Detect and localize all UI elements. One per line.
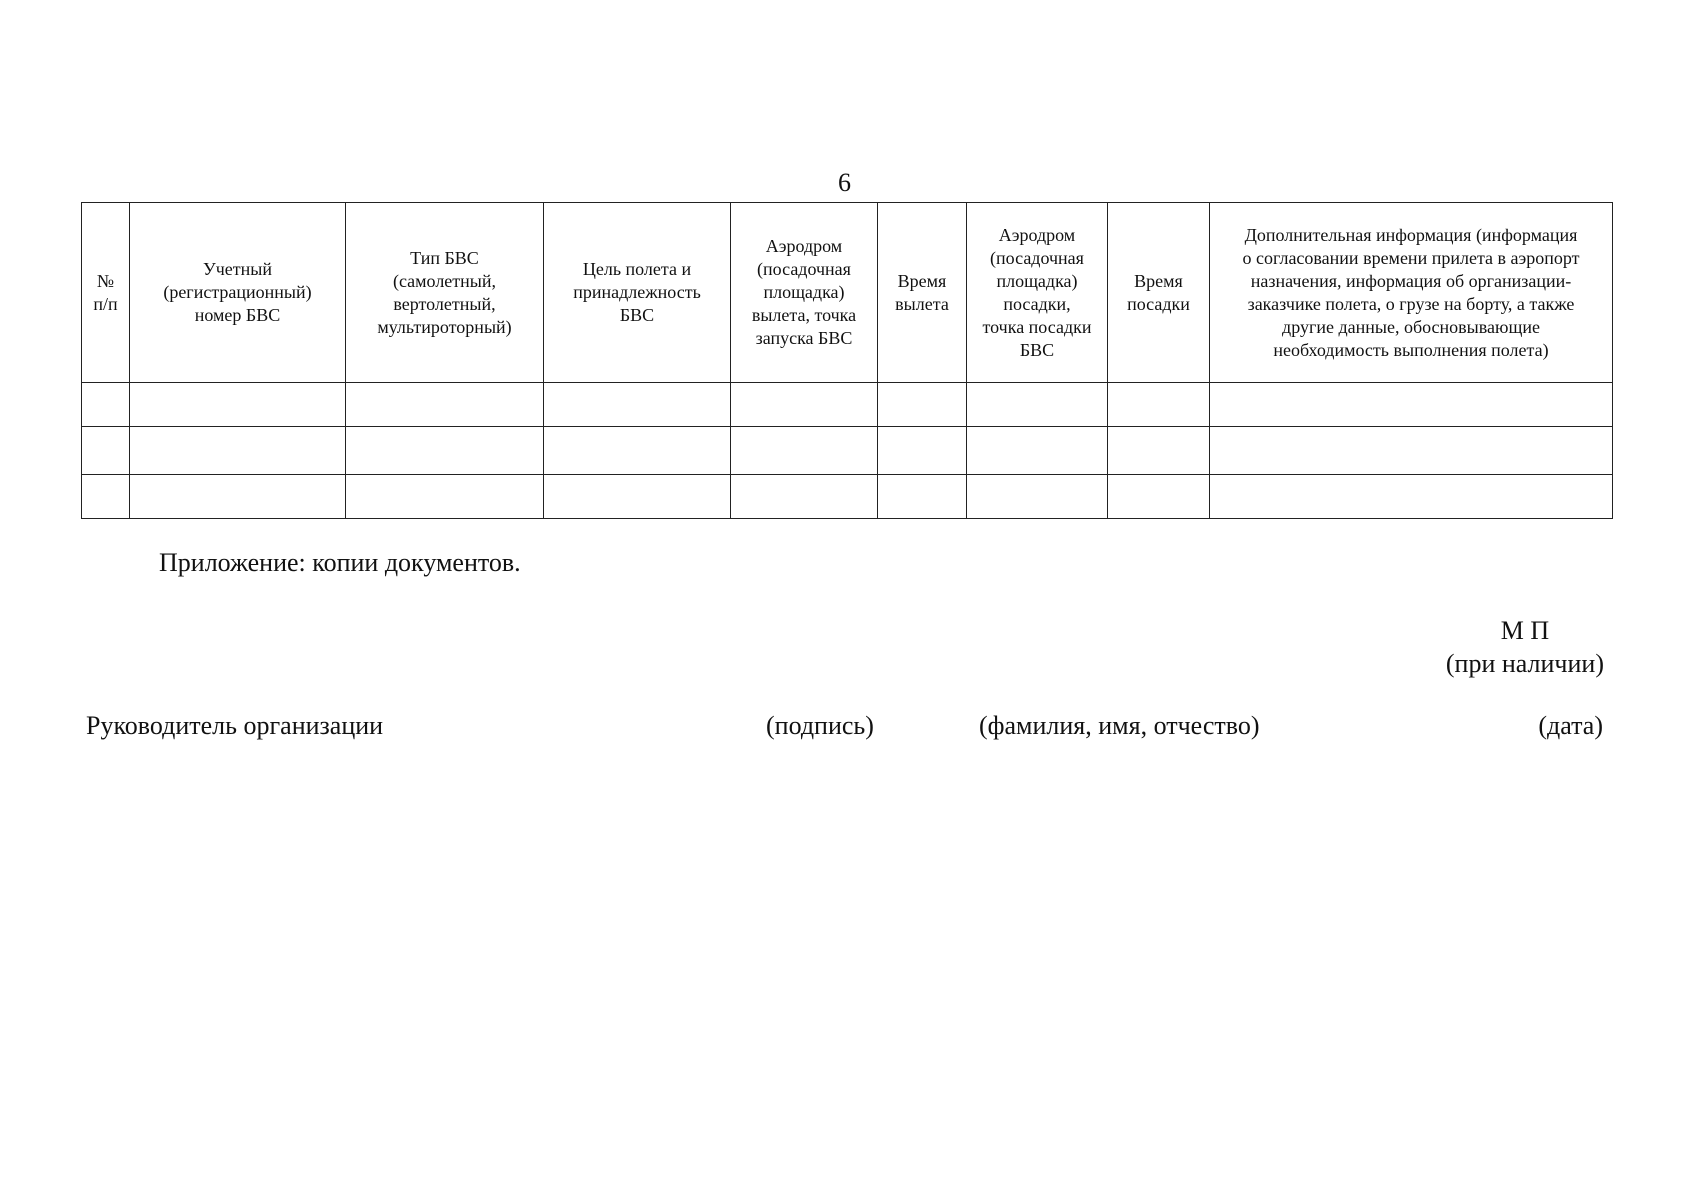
stamp-mark: М П (1500, 616, 1550, 645)
header-cell-number (82, 203, 130, 383)
table-cell[interactable] (878, 427, 967, 475)
header-line: (посадочная (757, 259, 851, 279)
header-cell-registration (130, 203, 346, 383)
table-cell[interactable] (82, 475, 130, 519)
table-cell[interactable] (544, 427, 731, 475)
table-cell[interactable] (1210, 383, 1613, 427)
table-cell[interactable] (967, 475, 1108, 519)
header-line: принадлежность (573, 282, 701, 302)
header-line: Время (1134, 270, 1183, 291)
table-cell[interactable] (130, 475, 346, 519)
table-cell[interactable] (544, 383, 731, 427)
table-cell[interactable] (82, 383, 130, 427)
header-cell-departure-time (878, 203, 967, 383)
page-number-text: 6 (838, 168, 851, 197)
table-cell[interactable] (967, 383, 1108, 427)
table-cell[interactable] (346, 383, 544, 427)
header-line: посадки (1127, 293, 1190, 314)
header-line: (регистрационный) (163, 282, 312, 302)
signature-date-field: (дата) (1538, 711, 1603, 740)
header-line: БВС (1019, 339, 1055, 360)
signature-role: Руководитель организации (86, 711, 384, 740)
table-cell[interactable] (544, 475, 731, 519)
table-cell[interactable] (346, 427, 544, 475)
table-cell[interactable] (878, 475, 967, 519)
header-line: Учетный (202, 259, 272, 279)
stamp-placeholder (1446, 614, 1604, 680)
table-cell[interactable] (1108, 383, 1210, 427)
header-cell-landing-time (1108, 203, 1210, 383)
header-cell-type (346, 203, 544, 383)
header-line: п/п (93, 293, 118, 314)
header-line: Время (897, 270, 947, 291)
header-line: необходимость выполнения полета) (1273, 339, 1549, 360)
table-cell[interactable] (731, 475, 878, 519)
table-header-row (82, 203, 1613, 383)
table-cell[interactable] (130, 427, 346, 475)
header-cell-additional-info (1210, 203, 1613, 383)
header-line: заказчике полета, о грузе на борту, а также (1247, 293, 1575, 314)
header-line: Аэродром (765, 236, 843, 256)
header-line: Тип БВС (410, 247, 479, 268)
header-line: площадка) (996, 270, 1078, 291)
table-cell[interactable] (1210, 427, 1613, 475)
header-line: (посадочная (990, 247, 1084, 268)
appendix-note: Приложение: копии документов. (159, 548, 521, 577)
header-line: № (96, 270, 115, 291)
header-line: точка посадки (982, 316, 1092, 337)
header-line: БВС (619, 305, 655, 325)
table-cell[interactable] (967, 427, 1108, 475)
header-line: назначения, информация об организации- (1250, 270, 1572, 291)
header-line: другие данные, обосновывающие (1282, 316, 1540, 337)
header-cell-landing-aerodrome (967, 203, 1108, 383)
header-line: Цель полета и (582, 259, 692, 279)
table-row (82, 383, 1613, 427)
table-cell[interactable] (346, 475, 544, 519)
table-cell[interactable] (130, 383, 346, 427)
flight-plan-table (81, 202, 1613, 519)
stamp-note: (при наличии) (1445, 649, 1604, 678)
header-line: запуска БВС (755, 328, 853, 348)
header-line: (самолетный, (392, 270, 497, 291)
header-line: вылета (895, 293, 949, 314)
table-row (82, 475, 1613, 519)
header-line: мультироторный) (377, 316, 512, 337)
header-cell-departure-aerodrome (731, 203, 878, 383)
table-cell[interactable] (1108, 475, 1210, 519)
signature-sign-field: (подпись) (766, 711, 874, 740)
header-line: вертолетный, (393, 293, 496, 314)
table-cell[interactable] (878, 383, 967, 427)
header-line: номер БВС (194, 305, 281, 325)
table-cell[interactable] (1210, 475, 1613, 519)
header-cell-purpose (544, 203, 731, 383)
header-line: посадки, (1003, 293, 1071, 314)
table-cell[interactable] (731, 383, 878, 427)
header-line: Аэродром (998, 224, 1076, 245)
table-cell[interactable] (731, 427, 878, 475)
header-line: вылета, точка (751, 305, 857, 325)
table-cell[interactable] (82, 427, 130, 475)
header-line: площадка) (763, 282, 845, 302)
signature-name-field: (фамилия, имя, отчество) (979, 711, 1260, 740)
table-row (82, 427, 1613, 475)
page-number (0, 168, 1697, 198)
header-line: о согласовании времени прилета в аэропорт (1242, 247, 1580, 268)
header-line: Дополнительная информация (информация (1244, 224, 1578, 245)
table-cell[interactable] (1108, 427, 1210, 475)
